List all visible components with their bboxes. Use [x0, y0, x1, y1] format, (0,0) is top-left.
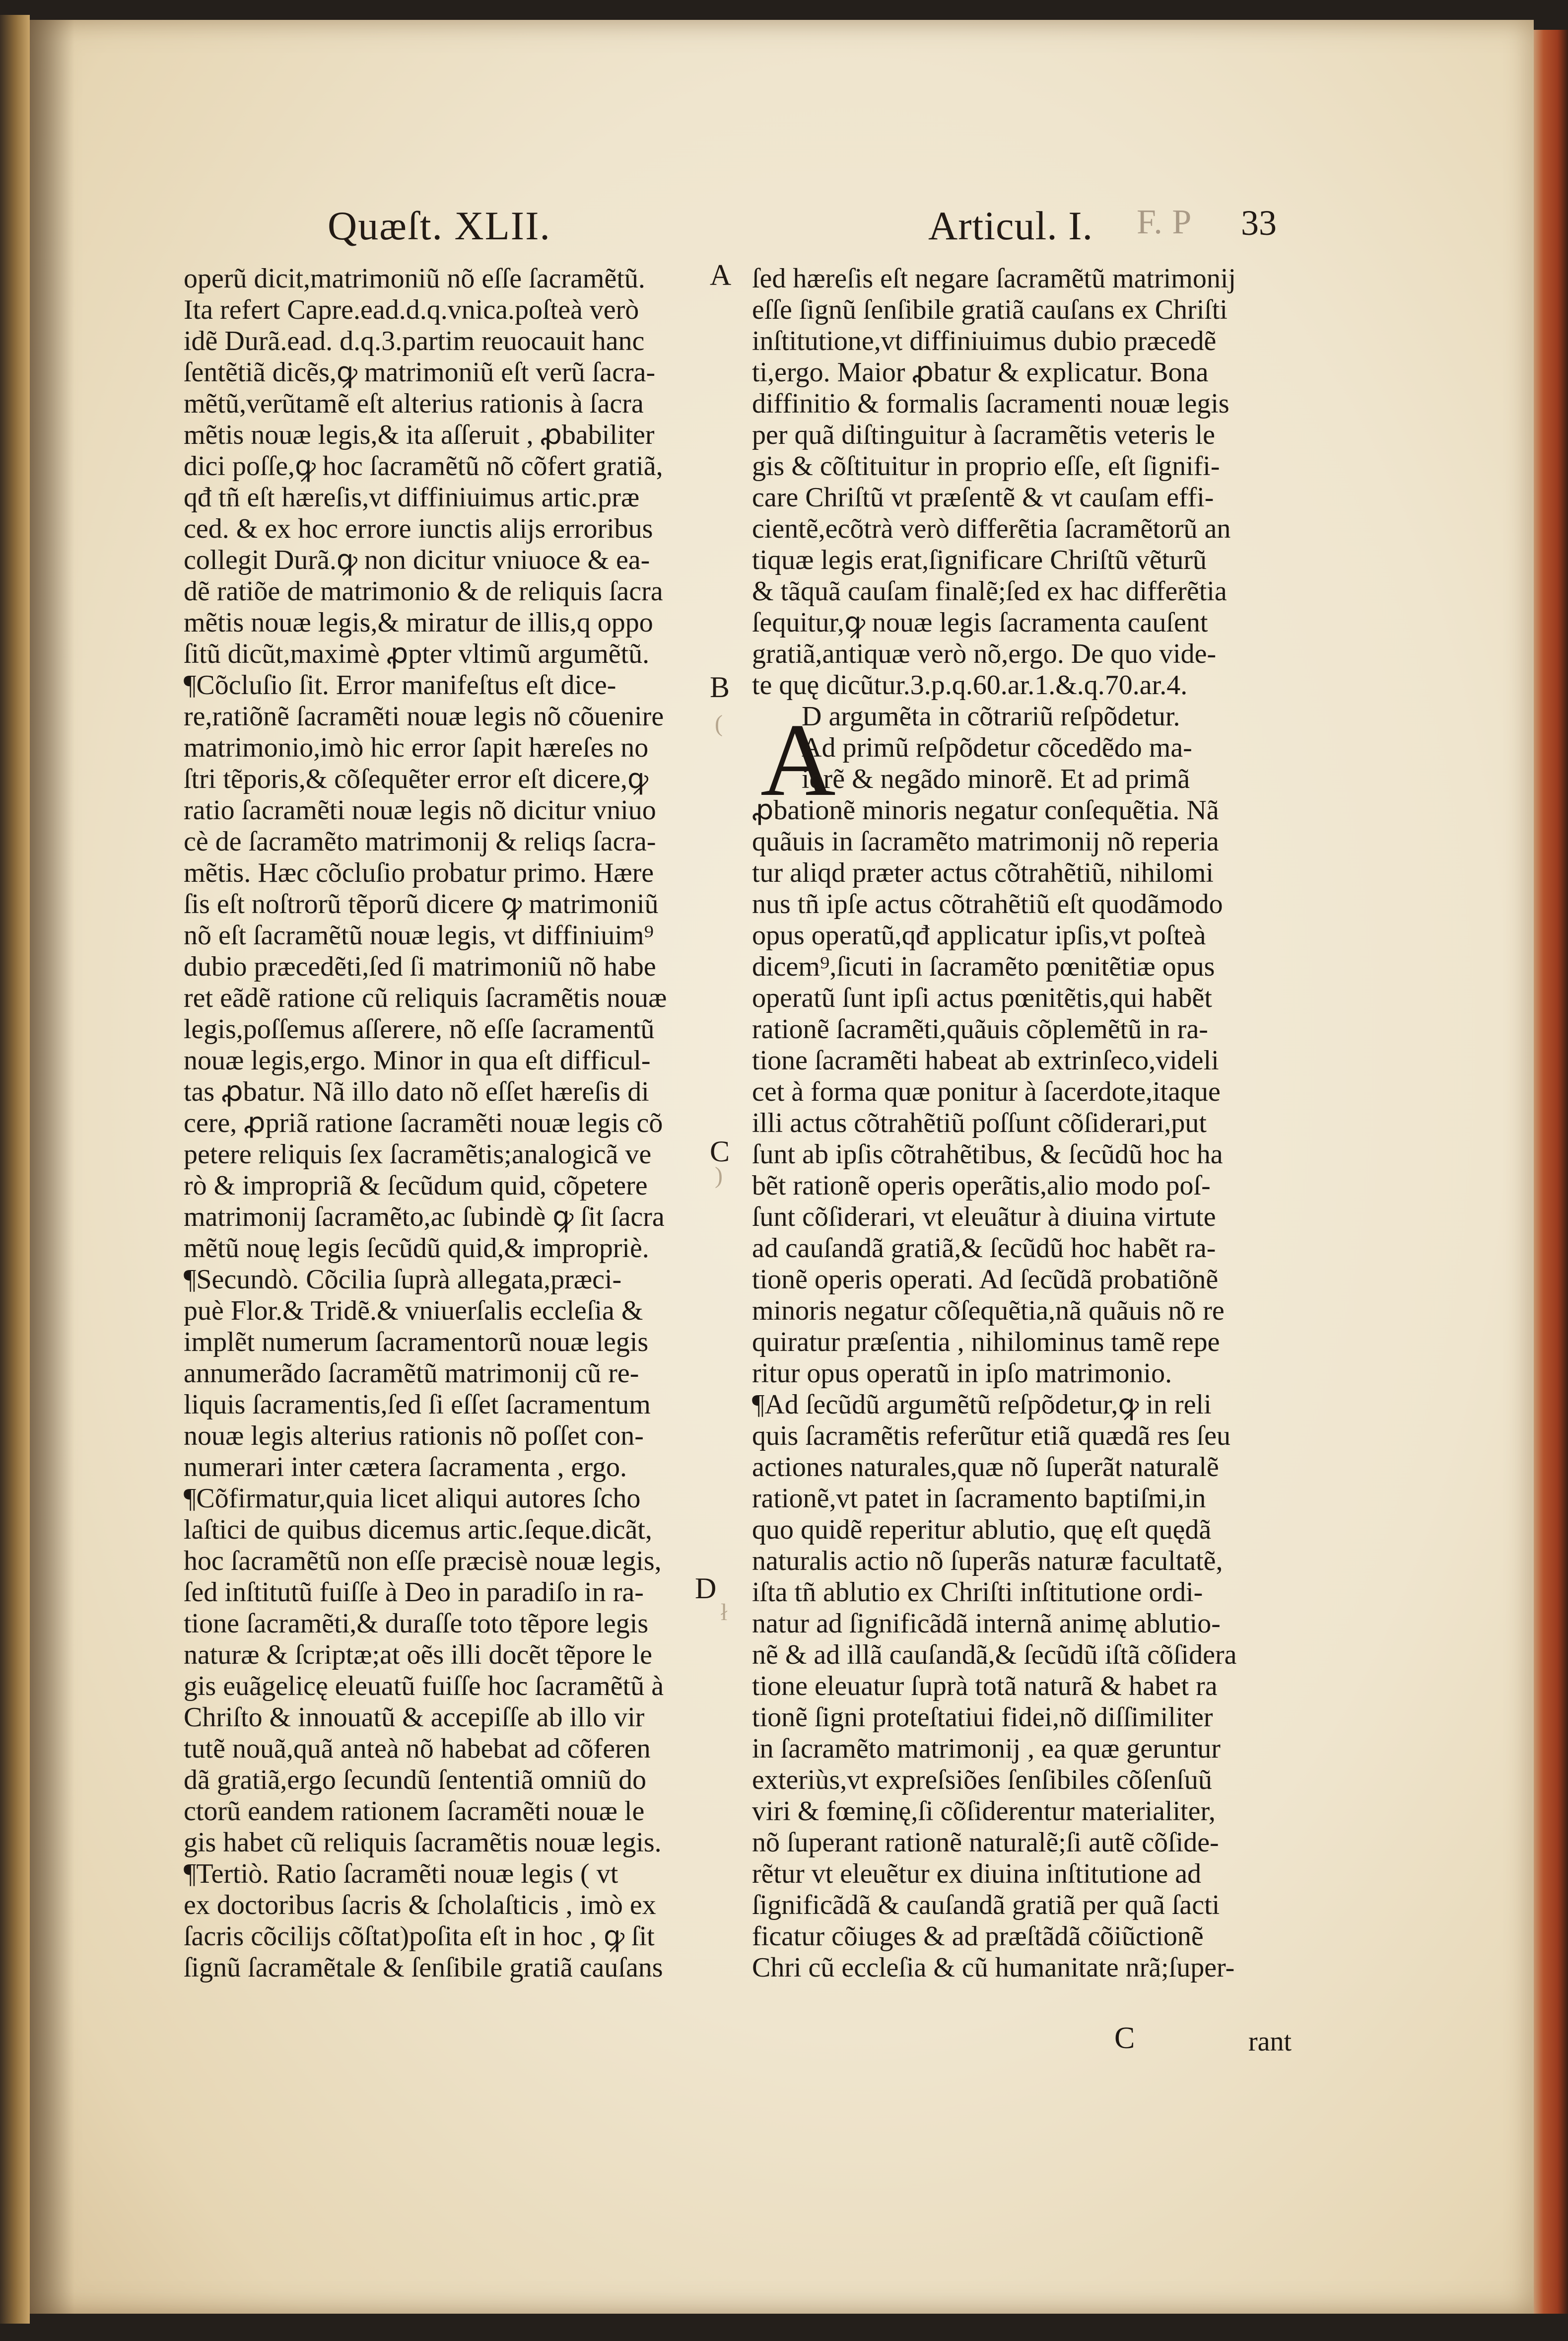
text-line: matrimonij ſacramẽto,ac ſubindè ꝙ ſit ſacra — [184, 1202, 665, 1232]
text-line: quo quidẽ reperitur ablutio, quę eſt quędã — [752, 1514, 1212, 1545]
text-line: ꝓbationẽ minoris negatur conſequẽtia. Nã — [752, 795, 1219, 826]
text-line: ſed hæreſis eſt negare ſacramẽtũ matrimonij — [752, 263, 1236, 294]
text-line: ſis eſt noſtrorũ tẽporũ dicere ꝙ matrimoniũ — [184, 889, 659, 920]
text-line: re,ratiõnẽ ſacramẽti nouæ legis nõ cõuenire — [184, 701, 664, 732]
text-line: gis habet cũ reliquis ſacramẽtis nouæ legis. — [184, 1827, 662, 1858]
text-line: ſignũ ſacramẽtale & ſenſibile gratiã cauſans — [184, 1952, 663, 1983]
text-line: numerari inter cætera ſacramenta , ergo. — [184, 1452, 627, 1483]
text-line: viri & fœminę,ſi cõſiderentur materialiter, — [752, 1796, 1216, 1827]
text-line: nouæ legis alterius rationis nõ poſſet con- — [184, 1420, 644, 1451]
text-line: operatũ ſunt ipſi actus pœnitẽtis,qui habẽt — [752, 983, 1212, 1013]
folio-number: 33 — [1241, 203, 1277, 243]
text-line: puè Flor.& Tridẽ.& vniuerſalis eccleſia & — [184, 1295, 643, 1326]
text-line: ¶Secundò. Cõcilia ſuprà allegata,præci- — [184, 1264, 622, 1295]
text-line: minoris negatur cõſequẽtia,nã quãuis nõ re — [752, 1295, 1225, 1326]
text-line: iſta tñ ablutio ex Chriſti inſtitutione ordi- — [752, 1577, 1203, 1608]
text-line: nouæ legis,ergo. Minor in qua eſt difficul- — [184, 1045, 651, 1076]
text-line: eſſe ſignũ ſenſibile gratiã cauſans ex Chriſti — [752, 294, 1227, 325]
text-line: dẽ ratiõe de matrimonio & de reliquis ſacra — [184, 576, 663, 607]
book-page — [30, 20, 1534, 2314]
text-line: quãuis in ſacramẽto matrimonij nõ reperia — [752, 826, 1219, 857]
text-column-left — [184, 263, 728, 1984]
text-line: dã gratiã,ergo ſecundũ ſententiã omniũ do — [184, 1765, 647, 1795]
text-line: ti,ergo. Maior ꝓbatur & explicatur. Bona — [752, 357, 1209, 388]
text-line: natur ad ſignificãdã internã animę ablutio- — [752, 1608, 1221, 1639]
text-column-right — [752, 263, 1293, 1984]
drop-initial: A — [760, 703, 836, 818]
bleed-mark: ) — [715, 1162, 723, 1189]
text-line: implẽt numerum ſacramentorũ nouæ legis — [184, 1327, 649, 1357]
text-line: ced. & ex hoc errore iunctis alijs erroribus — [184, 513, 653, 544]
text-line: ¶Cõcluſio ſit. Error manifeſtus eſt dice- — [184, 670, 616, 701]
text-line: care Chriſtũ vt præſentẽ & vt cauſam effi- — [752, 482, 1214, 513]
show-through-text: F. P — [1137, 203, 1192, 241]
text-line: in ſacramẽto matrimonij , ea quæ geruntur — [752, 1733, 1221, 1764]
text-line: te quę dicũtur.3.p.q.60.ar.1.&.q.70.ar.4. — [752, 670, 1188, 701]
text-line: ſacris cõcilijs cõſtat)poſita eſt in hoc , ꝙ ſit — [184, 1921, 655, 1952]
margin-marker-d: D — [695, 1572, 717, 1605]
text-line: opus operatũ,qđ applicatur ipſis,vt poſteà — [752, 920, 1206, 951]
running-title-left: Quæſt. XLII. — [328, 203, 551, 248]
text-line: ad cauſandã gratiã,& ſecũdũ hoc habẽt ra- — [752, 1233, 1216, 1264]
text-line: ſunt ab ipſis cõtrahẽtibus, & ſecũdũ hoc ha — [752, 1139, 1223, 1170]
text-line: Ita refert Capre.ead.d.q.vnica.poſteà verò — [184, 294, 639, 325]
text-line: dubio præcedẽti,ſed ſi matrimoniũ nõ habe — [184, 951, 656, 982]
text-line: ſequitur,ꝙ nouæ legis ſacramenta cauſent — [752, 607, 1208, 638]
text-line: ex doctoribus ſacris & ſcholaſticis , imò ex — [184, 1890, 656, 1920]
text-line: ¶Cõfirmatur,quia licet aliqui autores ſcho — [184, 1483, 641, 1514]
text-line: ſignificãdã & cauſandã gratiã per quã ſacti — [752, 1890, 1220, 1920]
catchword: rant — [1248, 2026, 1292, 2057]
text-line: per quã diſtinguitur à ſacramẽtis veteris le — [752, 420, 1215, 450]
facing-page-edge — [0, 15, 30, 2324]
text-line: rationẽ,vt patet in ſacramento baptiſmi,in — [752, 1483, 1206, 1514]
margin-marker-b: B — [710, 671, 730, 704]
text-line: cè de ſacramẽto matrimonij & reliqs ſacra- — [184, 826, 656, 857]
text-line: bẽt rationẽ operis operãtis,alio modo poſ- — [752, 1170, 1211, 1201]
text-line: laſtici de quibus dicemus artic.ſeque.dicãt, — [184, 1514, 652, 1545]
text-line: diffinitio & formalis ſacramenti nouæ legis — [752, 388, 1229, 419]
text-line: ſunt cõſiderari, vt eleuãtur à diuina virtute — [752, 1202, 1216, 1232]
text-line: mẽtis nouæ legis,& ita aſſeruit , ꝓbabiliter — [184, 420, 655, 450]
text-line: actiones naturales,quæ nõ ſuperãt naturalẽ — [752, 1452, 1219, 1483]
margin-marker-c: C — [710, 1135, 730, 1168]
text-line: nus tñ ipſe actus cõtrahẽtiũ eſt quodãmodo — [752, 889, 1223, 920]
text-line: inſtitutione,vt diffiniuimus dubio præcedẽ — [752, 326, 1217, 356]
text-line: mẽtũ nouę legis ſecũdũ quid,& impropriè. — [184, 1233, 649, 1264]
text-line: ritur opus operatũ in ipſo matrimonio. — [752, 1358, 1172, 1389]
text-line: legis,poſſemus aſſerere, nõ eſſe ſacramentũ — [184, 1014, 655, 1045]
text-line: petere reliquis ſex ſacramẽtis;analogicã ve — [184, 1139, 652, 1170]
text-line: D argumẽta in cõtrariũ reſpõdetur. — [802, 701, 1180, 732]
text-line: Chriſto & innouatũ & accepiſſe ab illo vir — [184, 1702, 645, 1733]
text-line: mẽtis. Hæc cõcluſio probatur primo. Hære — [184, 857, 654, 888]
text-line: ratio ſacramẽti nouæ legis nõ dicitur vniuo — [184, 795, 656, 826]
text-line: ſentẽtiã dicẽs,ꝙ matrimoniũ eſt verũ ſacra- — [184, 357, 656, 388]
text-line: & tãquã cauſam finalẽ;ſed ex hac differẽtia — [752, 576, 1227, 607]
text-line: ficatur cõiuges & ad præſtãdã cõiũctionẽ — [752, 1921, 1204, 1952]
text-line: rẽtur vt eleuẽtur ex diuina inſtitutione ad — [752, 1858, 1202, 1889]
text-line: mẽtũ,verũtamẽ eſt alterius rationis à ſacra — [184, 388, 644, 419]
running-header — [30, 203, 1534, 257]
text-line: cientẽ,ecõtrà verò differẽtia ſacramẽtorũ an — [752, 513, 1231, 544]
text-line: cere, ꝓpriã ratione ſacramẽti nouæ legis cõ — [184, 1108, 663, 1138]
text-line: nõ eſt ſacramẽtũ nouæ legis, vt diffiniuim⁹ — [184, 920, 654, 951]
text-line: ¶Tertiò. Ratio ſacramẽti nouæ legis ( vt — [184, 1858, 618, 1889]
text-line: cet à forma quæ ponitur à ſacerdote,itaque — [752, 1076, 1221, 1107]
text-line: iorẽ & negãdo minorẽ. Et ad primã — [802, 764, 1190, 794]
text-line: tionẽ operis operati. Ad ſecũdã probatiõnẽ — [752, 1264, 1219, 1295]
text-line: ſtri tẽporis,& cõſequẽter error eſt dicere,ꝙ — [184, 764, 649, 794]
text-line: tione ſacramẽti habeat ab extrinſeco,videli — [752, 1045, 1219, 1076]
text-line: tione eleuatur ſuprà totã naturã & habet ra — [752, 1671, 1218, 1702]
text-line: tur aliqd præter actus cõtrahẽtiũ, nihilomi — [752, 857, 1214, 888]
text-line: gratiã,antiquæ verò nõ,ergo. De quo vide- — [752, 638, 1217, 669]
text-line: qđ tñ eſt hæreſis,vt diffiniuimus artic.præ — [184, 482, 640, 513]
text-line: ctorũ eandem rationem ſacramẽti nouæ le — [184, 1796, 645, 1827]
text-line: tionẽ ſigni proteſtatiui fidei,nõ diſſimiliter — [752, 1702, 1213, 1733]
text-line: gis euãgelicę eleuatũ fuiſſe hoc ſacramẽtũ à — [184, 1671, 664, 1702]
text-line: quis ſacramẽtis referũtur etiã quædã res ſeu — [752, 1420, 1231, 1451]
text-line: ¶Ad ſecũdũ argumẽtũ reſpõdetur,ꝙ in reli — [752, 1389, 1212, 1420]
text-line: naturalis actio nõ ſuperãs naturæ facultatẽ, — [752, 1546, 1223, 1576]
text-line: collegit Durã.ꝙ non dicitur vniuoce & ea- — [184, 545, 650, 575]
text-line: annumerãdo ſacramẽtũ matrimonij cũ re- — [184, 1358, 639, 1389]
text-line: illi actus cõtrahẽtiũ poſſunt cõſiderari,put — [752, 1108, 1207, 1138]
text-line: ret eãdẽ ratione cũ reliquis ſacramẽtis nouæ — [184, 983, 667, 1013]
text-line: tas ꝓbatur. Nã illo dato nõ eſſet hæreſis di — [184, 1076, 649, 1107]
text-line: nẽ & ad illã cauſandã,& ſecũdũ iſtã cõſidera — [752, 1639, 1237, 1670]
text-line: tiquæ legis erat,ſignificare Chriſtũ vẽturũ — [752, 545, 1207, 575]
text-line: hoc ſacramẽtũ non eſſe præcisè nouæ legis, — [184, 1546, 662, 1576]
text-line: Chri cũ eccleſia & cũ humanitate nrã;ſuper- — [752, 1952, 1235, 1983]
gutter-shadow — [30, 20, 74, 2314]
bleed-mark: ł — [721, 1599, 728, 1626]
text-line: dici poſſe,ꝙ hoc ſacramẽtũ nõ cõfert gratiã, — [184, 451, 663, 482]
text-line: Ad primũ reſpõdetur cõcedẽdo ma- — [802, 732, 1192, 763]
signature-mark: C — [1114, 2021, 1135, 2055]
text-line: nõ ſuperant rationẽ naturalẽ;ſi autẽ cõſide- — [752, 1827, 1219, 1858]
text-line: naturæ & ſcriptæ;at oẽs illi docẽt tẽpore le — [184, 1639, 652, 1670]
text-line: rò & impropriã & ſecũdum quid, cõpetere — [184, 1170, 648, 1201]
text-line: ſed inſtitutũ fuiſſe à Deo in paradiſo in ra- — [184, 1577, 644, 1608]
text-line: idẽ Durã.ead. d.q.3.partim reuocauit hanc — [184, 326, 645, 356]
text-line: matrimonio,imò hic error ſapit hæreſes no — [184, 732, 649, 763]
text-line: dicem⁹,ſicuti in ſacramẽto pœnitẽtiæ opus — [752, 951, 1215, 982]
text-line: tione ſacramẽti,& duraſſe toto tẽpore legis — [184, 1608, 649, 1639]
text-line: operũ dicit,matrimoniũ nõ eſſe ſacramẽtũ. — [184, 263, 645, 294]
text-line: tutẽ nouã,quã anteà nõ habebat ad cõferen — [184, 1733, 651, 1764]
running-title-right: Articul. I. — [928, 203, 1093, 248]
text-line: rationẽ ſacramẽti,quãuis cõplemẽtũ in ra- — [752, 1014, 1208, 1045]
text-line: ſitũ dicũt,maximè ꝓpter vltimũ argumẽtũ. — [184, 638, 650, 669]
text-line: gis & cõſtituitur in proprio eſſe, eſt ſignifi- — [752, 451, 1220, 482]
bleed-mark: ( — [715, 710, 723, 737]
text-line: exteriùs,vt expreſsiões ſenſibiles cõſenſuũ — [752, 1765, 1212, 1795]
page-block-edge — [1533, 30, 1568, 2314]
text-line: liquis ſacramentis,ſed ſi eſſet ſacramentum — [184, 1389, 651, 1420]
margin-marker-a: A — [710, 259, 732, 291]
text-line: mẽtis nouæ legis,& miratur de illis,q oppo — [184, 607, 653, 638]
text-line: quiratur præſentia , nihilominus tamẽ repe — [752, 1327, 1220, 1357]
